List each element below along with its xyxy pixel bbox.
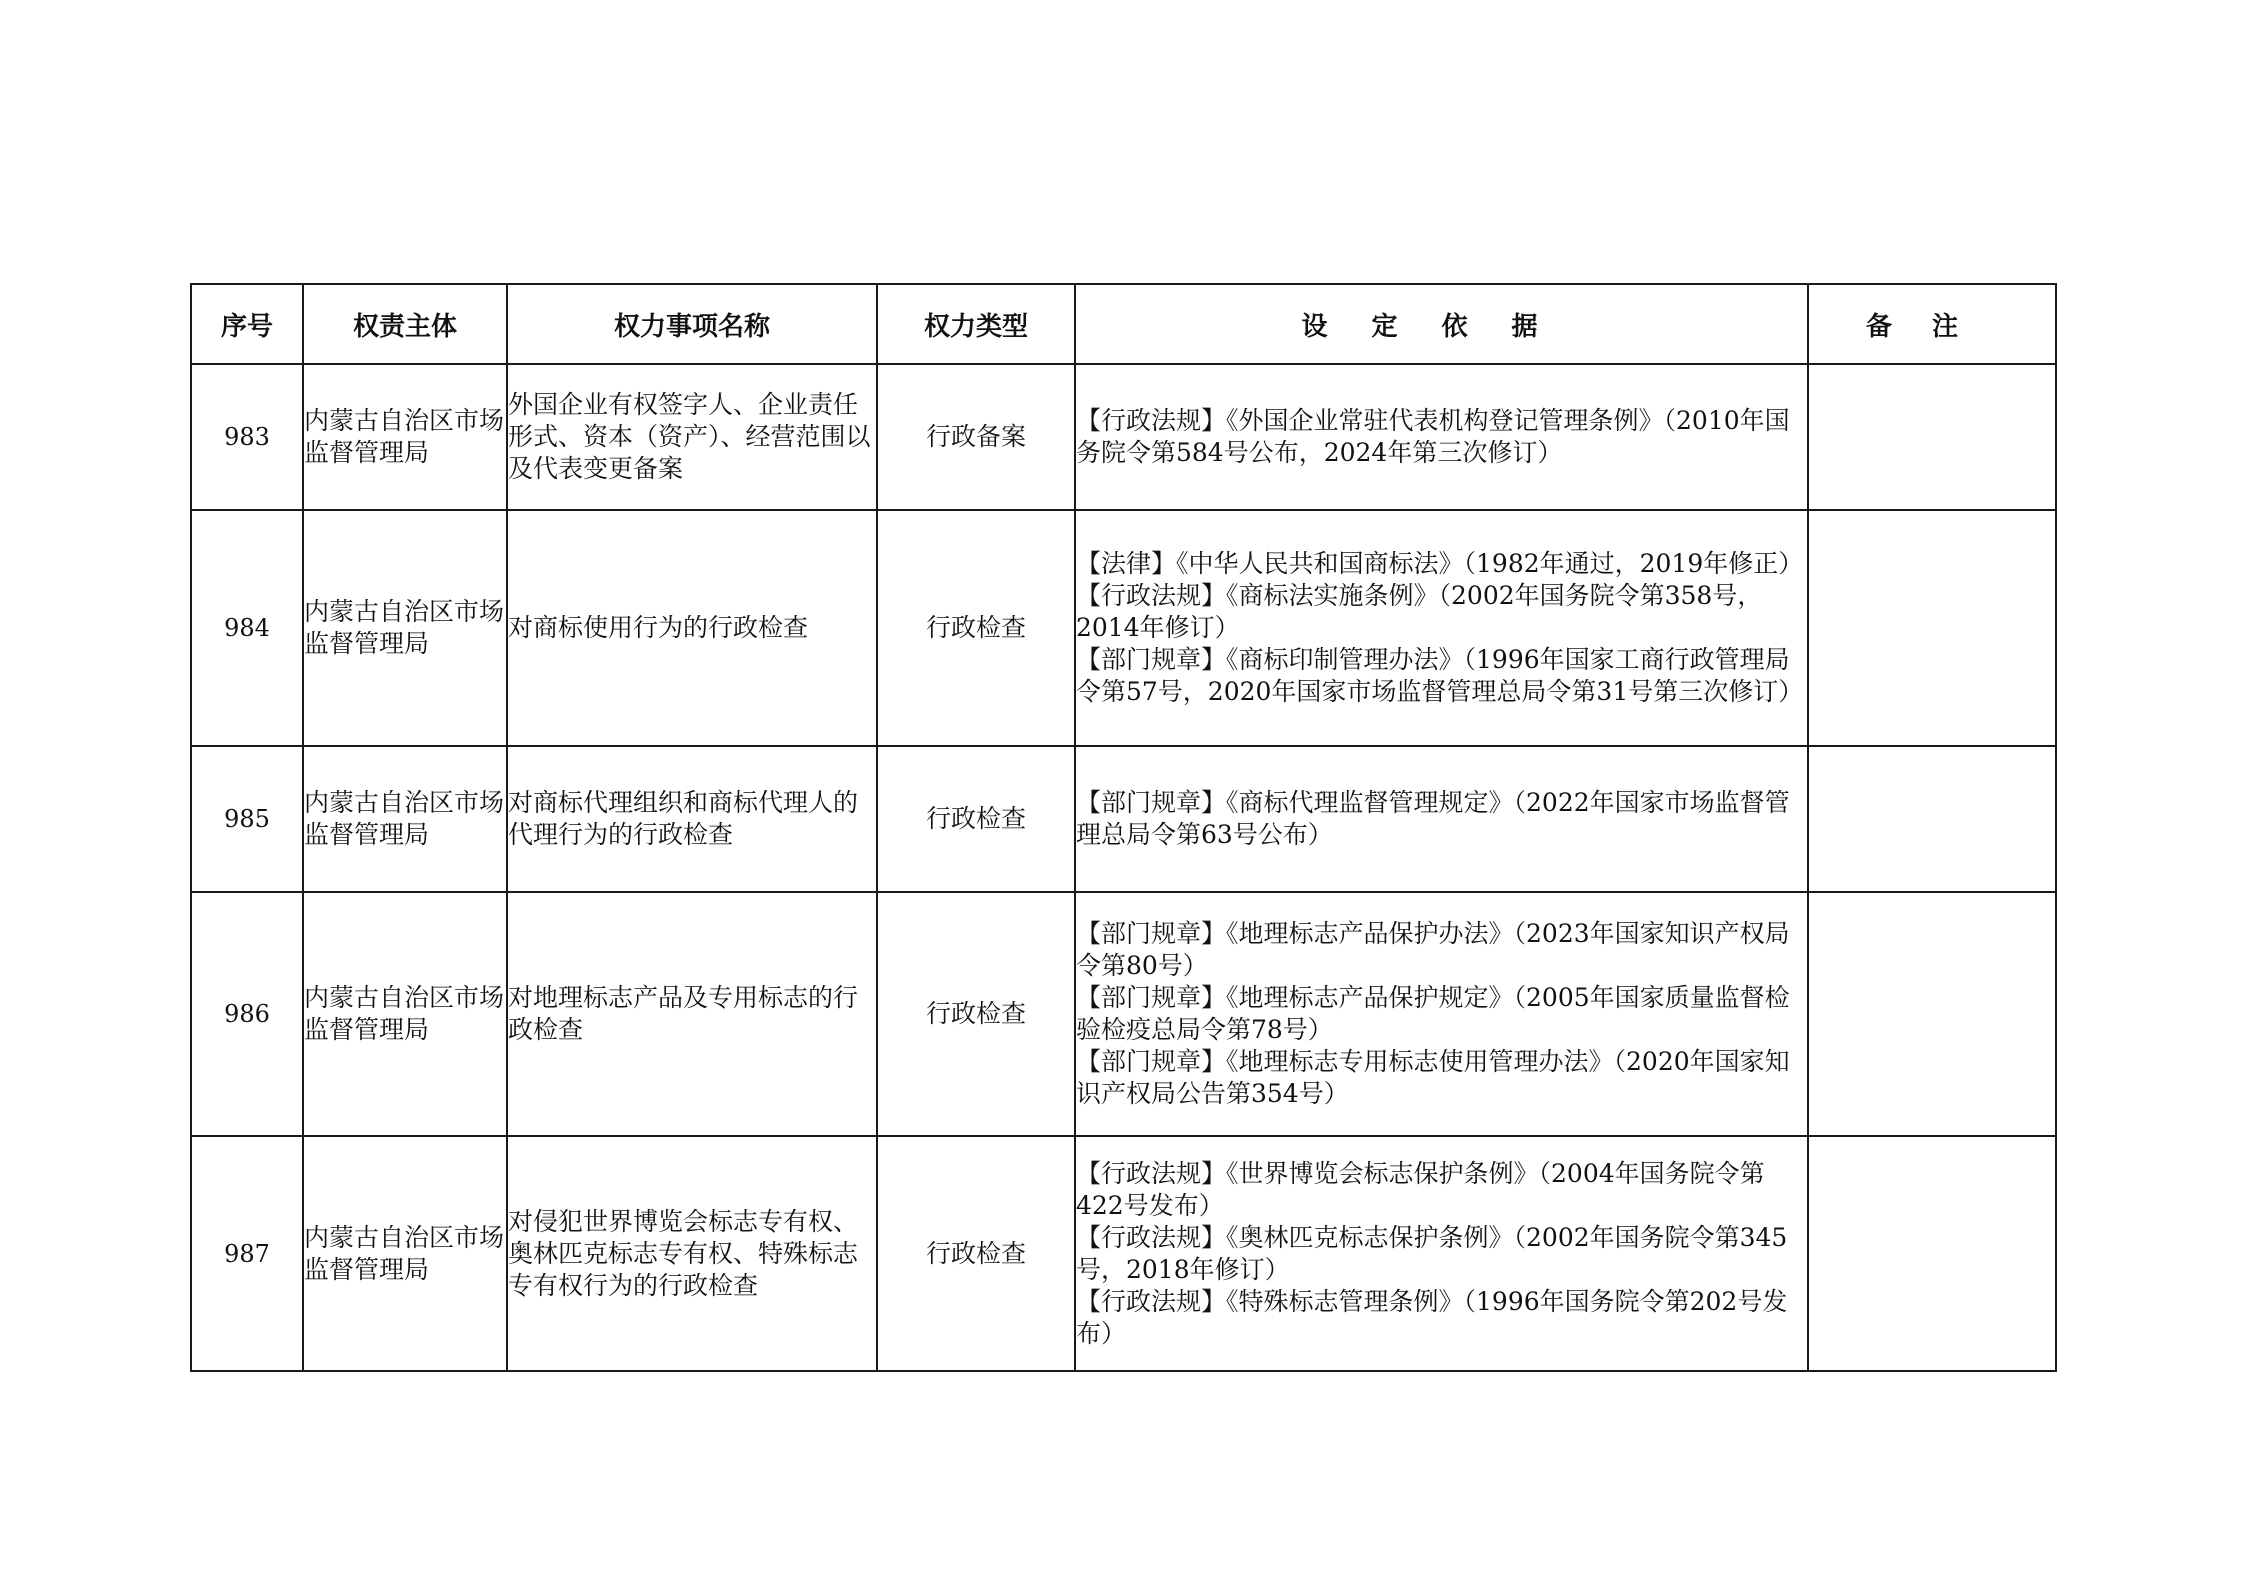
basis-line: 【部门规章】《商标代理监督管理规定》（2022年国家市场监督管理总局令第63号公布） — [1076, 788, 1790, 849]
cell-basis — [1075, 364, 1808, 510]
cell-type: 行政检查 — [877, 510, 1075, 746]
basis-line: 【行政法规】《奥林匹克标志保护条例》（2002年国务院令第345号，2018年修订） — [1076, 1222, 1788, 1284]
table-row — [191, 892, 2056, 1136]
cell-item-name: 外国企业有权签字人、企业责任形式、资本（资产）、经营范围以及代表变更备案 — [507, 364, 877, 510]
basis-line: 【行政法规】《世界博览会标志保护条例》（2004年国务院令第422号发布） — [1076, 1158, 1765, 1220]
cell-type: 行政检查 — [877, 746, 1075, 892]
cell-basis — [1075, 892, 1808, 1136]
table-row — [191, 510, 2056, 746]
table-row — [191, 746, 2056, 892]
cell-basis — [1075, 1136, 1808, 1371]
cell-no: 984 — [191, 510, 303, 746]
header-no: 序号 — [191, 284, 303, 364]
basis-line: 【行政法规】《特殊标志管理条例》（1996年国务院令第202号发布） — [1076, 1286, 1788, 1348]
basis-line: 【部门规章】《地理标志专用标志使用管理办法》（2020年国家知识产权局公告第354号） — [1076, 1047, 1790, 1108]
power-list-table — [190, 283, 2057, 1372]
cell-item-name: 对商标使用行为的行政检查 — [507, 510, 877, 746]
cell-no: 987 — [191, 1136, 303, 1371]
basis-line: 【部门规章】《地理标志产品保护规定》（2005年国家质量监督检验检疫总局令第78号） — [1076, 983, 1790, 1044]
basis-line: 【部门规章】《地理标志产品保护办法》（2023年国家知识产权局令第80号） — [1076, 919, 1790, 980]
cell-subject: 内蒙古自治区市场监督管理局 — [303, 364, 507, 510]
header-type: 权力类型 — [877, 284, 1075, 364]
header-basis: 设定依据 — [1075, 284, 1808, 364]
table-row — [191, 1136, 2056, 1371]
cell-item-name: 对商标代理组织和商标代理人的代理行为的行政检查 — [507, 746, 877, 892]
table-row — [191, 364, 2056, 510]
cell-remarks — [1808, 510, 2056, 746]
cell-basis — [1075, 510, 1808, 746]
table-body — [191, 364, 2056, 1371]
basis-line: 【法律】《中华人民共和国商标法》（1982年通过，2019年修正） — [1076, 549, 1804, 578]
cell-item-name: 对地理标志产品及专用标志的行政检查 — [507, 892, 877, 1136]
cell-subject: 内蒙古自治区市场监督管理局 — [303, 746, 507, 892]
header-item-name: 权力事项名称 — [507, 284, 877, 364]
cell-remarks — [1808, 892, 2056, 1136]
table-header — [191, 284, 2056, 364]
basis-line: 【部门规章】《商标印制管理办法》（1996年国家工商行政管理局令第57号，2020年国家市场监督管理总局令第31号第三次修订） — [1076, 645, 1804, 706]
header-row — [191, 284, 2056, 364]
cell-no: 985 — [191, 746, 303, 892]
cell-remarks — [1808, 746, 2056, 892]
header-remarks: 备注 — [1808, 284, 2056, 364]
cell-no: 983 — [191, 364, 303, 510]
cell-subject: 内蒙古自治区市场监督管理局 — [303, 510, 507, 746]
cell-basis — [1075, 746, 1808, 892]
cell-no: 986 — [191, 892, 303, 1136]
cell-type: 行政检查 — [877, 892, 1075, 1136]
basis-line: 【行政法规】《商标法实施条例》（2002年国务院令第358号，2014年修订） — [1076, 581, 1763, 642]
cell-item-name: 对侵犯世界博览会标志专有权、奥林匹克标志专有权、特殊标志专有权行为的行政检查 — [507, 1136, 877, 1371]
header-subject: 权责主体 — [303, 284, 507, 364]
cell-subject: 内蒙古自治区市场监督管理局 — [303, 892, 507, 1136]
cell-remarks — [1808, 364, 2056, 510]
basis-line: 【行政法规】《外国企业常驻代表机构登记管理条例》（2010年国务院令第584号公布，2024年第三次修订） — [1076, 406, 1790, 467]
cell-type: 行政备案 — [877, 364, 1075, 510]
cell-type: 行政检查 — [877, 1136, 1075, 1371]
cell-remarks — [1808, 1136, 2056, 1371]
cell-subject: 内蒙古自治区市场监督管理局 — [303, 1136, 507, 1371]
